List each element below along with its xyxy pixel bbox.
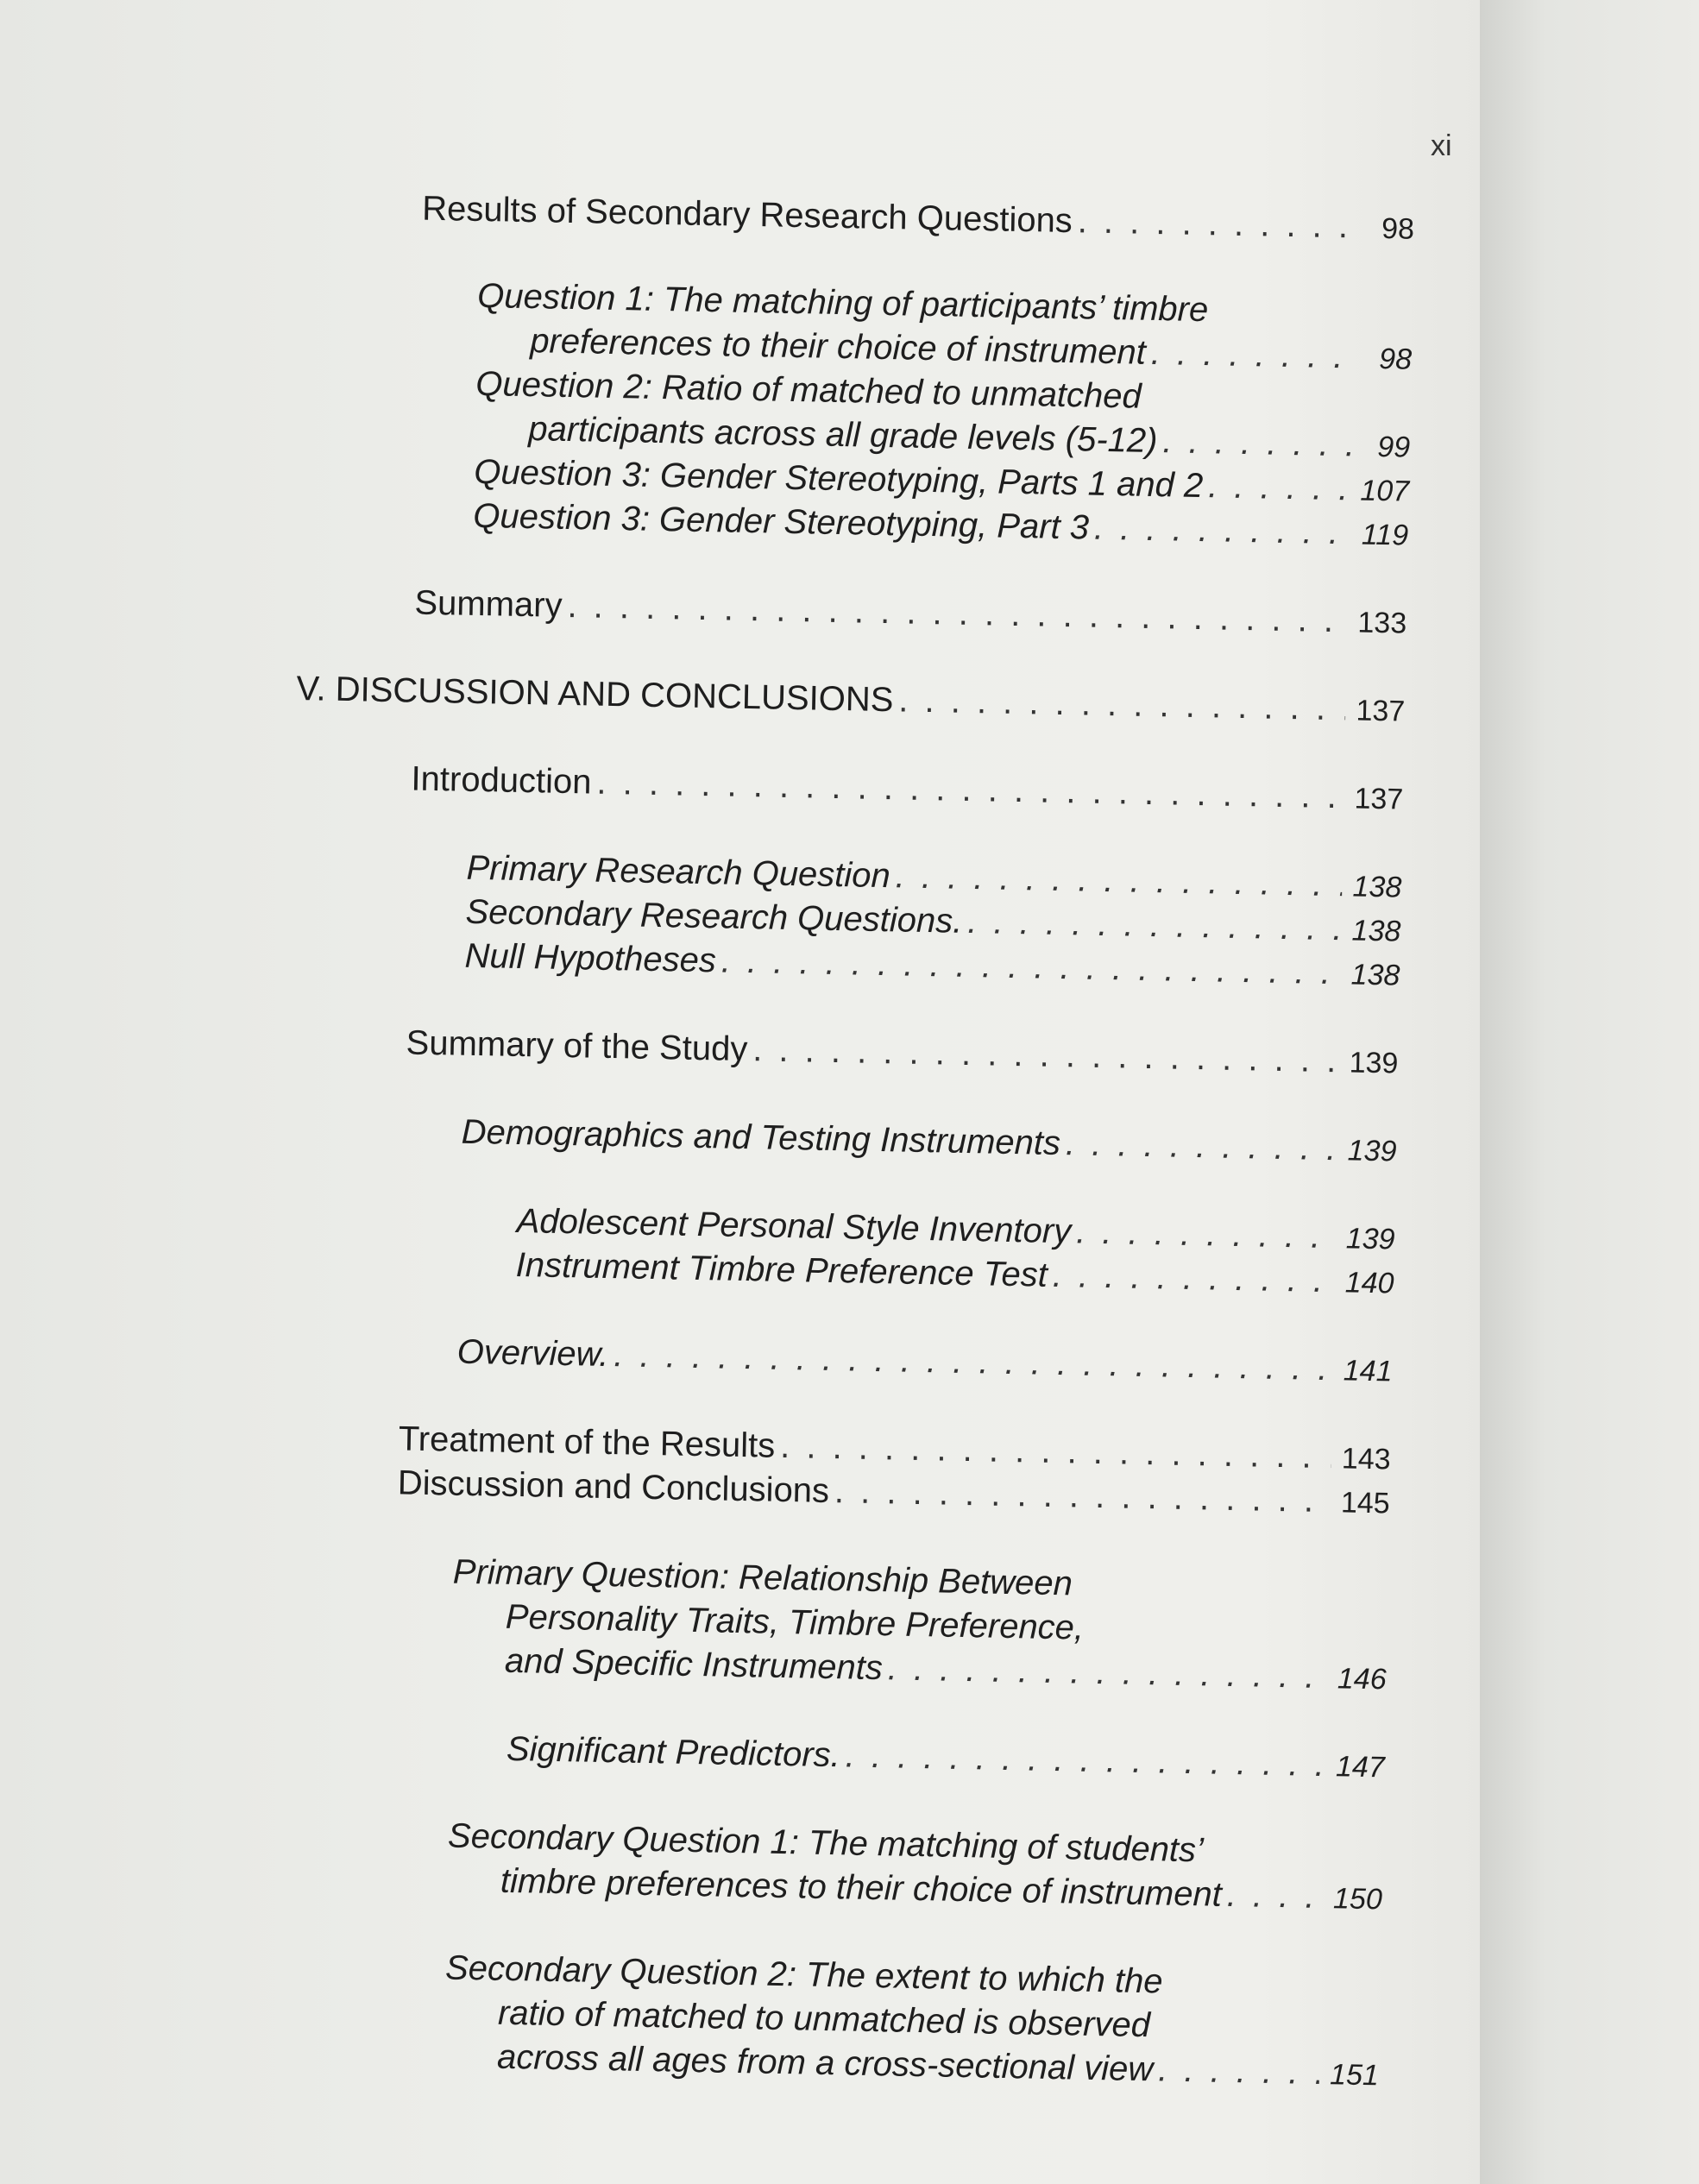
page-number: xi <box>1431 129 1452 162</box>
leader-dots <box>887 1646 1327 1699</box>
toc-entry-page: 133 <box>1357 606 1407 640</box>
leader-dots <box>1076 1210 1337 1259</box>
toc-entry-line: Question 1: The matching of participants’ timbre <box>476 276 1209 330</box>
toc-entry-title: Overview. <box>456 1332 609 1375</box>
toc-entry-title: preferences to their choice of instrument <box>529 322 1147 372</box>
toc-entry-title: Demographics and Testing Instruments <box>461 1112 1061 1163</box>
toc-entry-title: timbre preferences to their choice of instrument <box>500 1861 1223 1914</box>
leader-dots <box>1158 2048 1320 2095</box>
toc-entry-title: Treatment of the Results <box>398 1419 776 1465</box>
toc-entry-line: Personality Traits, Timbre Preference, <box>505 1597 1085 1647</box>
leader-dots <box>1066 1122 1338 1171</box>
toc-entry-title: Question 3: Gender Stereotyping, Parts 1 and 2 <box>473 452 1204 506</box>
toc-entry-page: 138 <box>1351 914 1401 948</box>
toc-entry-line: Secondary Question 1: The matching of students’ <box>447 1816 1205 1870</box>
toc-entry-title: Significant Predictors. <box>506 1729 841 1775</box>
leader-dots <box>1226 1873 1323 1919</box>
toc-entry-page: 143 <box>1341 1442 1391 1476</box>
toc-entry <box>411 758 1404 822</box>
leader-dots <box>834 1470 1331 1523</box>
leader-dots <box>614 1333 1333 1391</box>
toc-chapter-entry <box>296 667 1406 734</box>
toc-entry-title: Instrument Timbre Preference Test <box>515 1245 1048 1294</box>
toc-entry-title: Summary <box>414 583 563 625</box>
toc-entry <box>422 187 1415 252</box>
toc-entry-line: Secondary Question 2: The extent to which the <box>444 1948 1163 2001</box>
toc-entry <box>414 582 1407 646</box>
leader-dots <box>567 584 1348 643</box>
leader-dots <box>1094 507 1350 556</box>
toc-entry <box>444 1947 1381 2099</box>
toc-entry-page: 150 <box>1332 1882 1383 1917</box>
toc-entry-page: 146 <box>1337 1662 1388 1696</box>
toc-entry-page: 119 <box>1361 518 1409 552</box>
toc-entry-title: V. DISCUSSION AND CONCLUSIONS <box>296 669 894 720</box>
toc-entry-page: 107 <box>1360 474 1410 508</box>
toc-entry-line: ratio of matched to unmatched is observed <box>497 1993 1151 2045</box>
toc-entry-page: 141 <box>1343 1354 1393 1388</box>
toc-entry-page: 98 <box>1381 211 1415 246</box>
toc-entry-title: across all ages from a cross-sectional view <box>496 2037 1154 2089</box>
toc-entry-page: 138 <box>1350 958 1400 992</box>
toc-entry <box>506 1728 1385 1791</box>
toc-entry-page: 138 <box>1352 870 1402 904</box>
toc-entry-page: 139 <box>1349 1046 1399 1080</box>
toc-entry-page: 140 <box>1344 1266 1394 1300</box>
toc-entry-title: Results of Secondary Research Questions <box>421 189 1073 241</box>
leader-dots <box>1077 199 1356 249</box>
toc-entry-page: 145 <box>1340 1486 1390 1520</box>
leader-dots <box>845 1734 1325 1787</box>
toc-entry <box>456 1331 1393 1394</box>
toc-entry <box>447 1815 1384 1923</box>
toc-entry-page: 139 <box>1347 1134 1397 1168</box>
toc-entry-title: Introduction <box>411 759 592 802</box>
toc-entry-title: and Specific Instruments <box>504 1641 884 1688</box>
toc-entry <box>461 1111 1397 1174</box>
toc-entry-title: Question 3: Gender Stereotyping, Part 3 <box>472 496 1090 547</box>
leader-dots <box>1162 419 1352 467</box>
toc-entry-page: 99 <box>1376 430 1411 464</box>
leader-dots <box>1208 464 1350 511</box>
toc-entry-title: Discussion and Conclusions <box>397 1463 830 1510</box>
leader-dots <box>596 761 1344 820</box>
toc-entry-title: participants across all grade levels (5-12) <box>527 410 1158 461</box>
toc-entry-page: 147 <box>1335 1750 1386 1784</box>
toc-entry-title: Null Hypotheses <box>464 936 717 980</box>
leader-dots <box>752 1028 1339 1083</box>
toc-entry-title: Summary of the Study <box>406 1023 748 1069</box>
leader-dots <box>898 678 1346 731</box>
toc-entry-page: 139 <box>1345 1222 1395 1256</box>
toc-entry-line: Primary Question: Relationship Between <box>452 1552 1073 1603</box>
adjacent-page-edge <box>1480 0 1699 2184</box>
leader-dots <box>967 900 1342 951</box>
leader-dots <box>1150 331 1353 379</box>
toc-entry-title: Secondary Research Questions. <box>465 892 963 941</box>
toc-entry-line: Question 2: Ratio of matched to unmatched <box>475 364 1142 416</box>
toc-entry-page: 98 <box>1378 342 1413 376</box>
toc-entry-page: 137 <box>1354 782 1404 816</box>
leader-dots <box>1052 1254 1335 1303</box>
toc-entry-title: Primary Research Question <box>466 848 891 896</box>
toc-entry <box>406 1021 1399 1086</box>
toc-entry-page: 151 <box>1329 2058 1380 2093</box>
toc-entry-title: Adolescent Personal Style Inventory <box>516 1201 1072 1251</box>
toc-entry <box>450 1551 1388 1703</box>
toc-entry-page: 137 <box>1356 694 1406 728</box>
